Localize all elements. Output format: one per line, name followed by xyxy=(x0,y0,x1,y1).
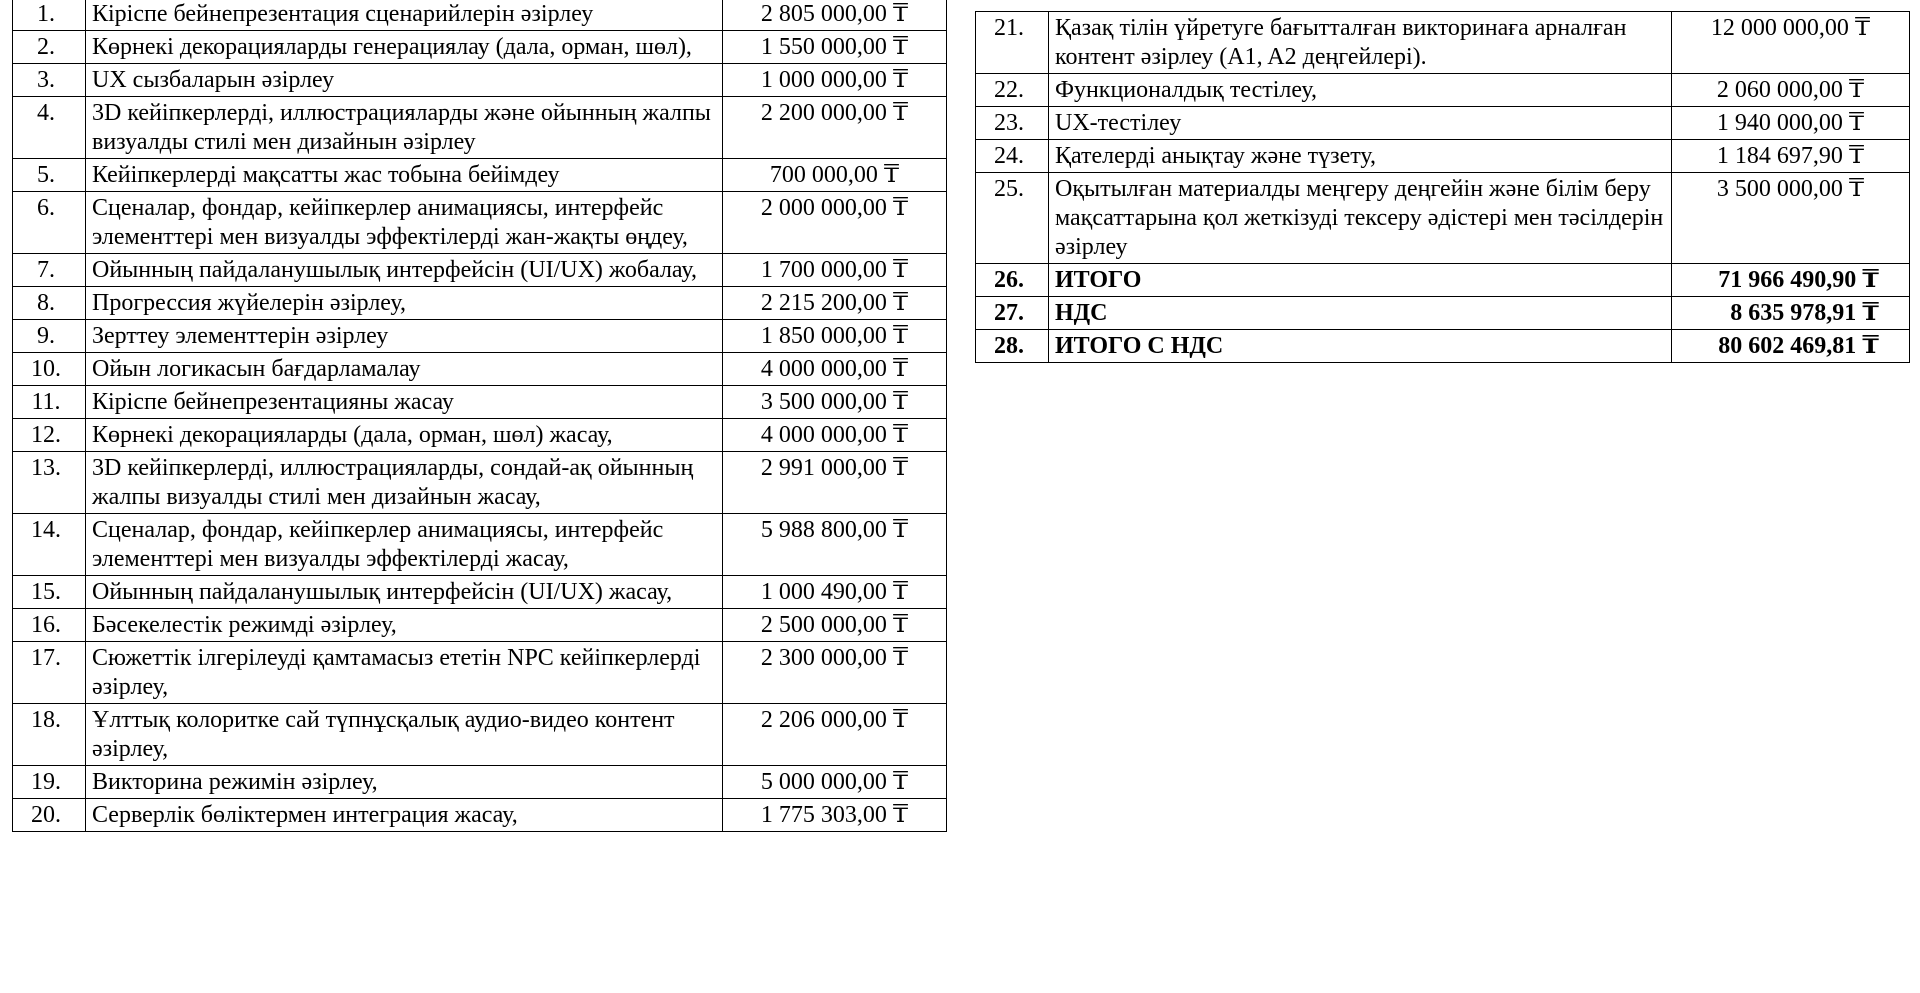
row-description: Зерттеу элементтерін әзірлеу xyxy=(86,320,723,353)
table-row xyxy=(13,287,947,320)
row-amount: 1 184 697,90 ₸ xyxy=(1672,140,1910,173)
table-row xyxy=(13,254,947,287)
row-description: Сюжеттік ілгерілеуді қамтамасыз ететін NPC кейіпкерлерді әзірлеу, xyxy=(86,642,723,704)
row-number: 14. xyxy=(13,514,86,576)
row-number: 12. xyxy=(13,419,86,452)
row-amount: 3 500 000,00 ₸ xyxy=(1672,173,1910,264)
table-row xyxy=(13,320,947,353)
row-amount: 2 500 000,00 ₸ xyxy=(723,609,947,642)
row-amount: 1 550 000,00 ₸ xyxy=(723,31,947,64)
row-description: Прогрессия жүйелерін әзірлеу, xyxy=(86,287,723,320)
row-description: Ойынның пайдаланушылық интерфейсін (UI/UX) жасау, xyxy=(86,576,723,609)
row-description: 3D кейіпкерлерді, иллюстрацияларды және ойынның жалпы визуалды стилі мен дизайнын әзірлеу xyxy=(86,97,723,159)
row-number: 26. xyxy=(976,264,1049,297)
table-row xyxy=(13,419,947,452)
row-amount: 2 805 000,00 ₸ xyxy=(723,0,947,31)
row-description: Кіріспе бейнепрезентацияны жасау xyxy=(86,386,723,419)
cost-table-left-body xyxy=(13,0,947,832)
row-amount: 80 602 469,81 ₸ xyxy=(1672,330,1910,363)
row-number: 3. xyxy=(13,64,86,97)
row-description: 3D кейіпкерлерді, иллюстрацияларды, сондай-ақ ойынның жалпы визуалды стилі мен дизайнын жасау, xyxy=(86,452,723,514)
row-description: Ойынның пайдаланушылық интерфейсін (UI/UX) жобалау, xyxy=(86,254,723,287)
row-description: НДС xyxy=(1049,297,1672,330)
row-description: Сценалар, фондар, кейіпкерлер анимациясы, интерфейс элементтері мен визуалды эффектілерді жан-жақты өңдеу, xyxy=(86,192,723,254)
row-number: 24. xyxy=(976,140,1049,173)
table-row xyxy=(13,353,947,386)
row-amount: 5 000 000,00 ₸ xyxy=(723,766,947,799)
table-row xyxy=(976,12,1910,74)
table-row xyxy=(13,452,947,514)
cost-table-left xyxy=(12,0,947,832)
row-number: 28. xyxy=(976,330,1049,363)
table-row xyxy=(13,704,947,766)
row-description: Викторина режимін әзірлеу, xyxy=(86,766,723,799)
row-number: 21. xyxy=(976,12,1049,74)
row-amount: 2 060 000,00 ₸ xyxy=(1672,74,1910,107)
table-row xyxy=(13,576,947,609)
row-amount: 2 206 000,00 ₸ xyxy=(723,704,947,766)
row-description: Кейіпкерлерді мақсатты жас тобына бейімдеу xyxy=(86,159,723,192)
table-row xyxy=(13,609,947,642)
row-number: 2. xyxy=(13,31,86,64)
table-row xyxy=(13,31,947,64)
row-description: Көрнекі декорацияларды генерациялау (дала, орман, шөл), xyxy=(86,31,723,64)
row-number: 8. xyxy=(13,287,86,320)
row-number: 19. xyxy=(13,766,86,799)
row-amount: 1 850 000,00 ₸ xyxy=(723,320,947,353)
row-number: 23. xyxy=(976,107,1049,140)
row-amount: 8 635 978,91 ₸ xyxy=(1672,297,1910,330)
row-number: 7. xyxy=(13,254,86,287)
row-description: Ойын логикасын бағдарламалау xyxy=(86,353,723,386)
row-amount: 1 000 000,00 ₸ xyxy=(723,64,947,97)
cost-table-right-body xyxy=(976,12,1910,363)
table-row xyxy=(13,386,947,419)
row-amount: 2 000 000,00 ₸ xyxy=(723,192,947,254)
row-amount: 1 700 000,00 ₸ xyxy=(723,254,947,287)
row-amount: 2 300 000,00 ₸ xyxy=(723,642,947,704)
row-description: Көрнекі декорацияларды (дала, орман, шөл) жасау, xyxy=(86,419,723,452)
row-description: Қазақ тілін үйретуге бағытталған викторинаға арналған контент әзірлеу (A1, A2 деңгейлері). xyxy=(1049,12,1672,74)
row-amount: 1 775 303,00 ₸ xyxy=(723,799,947,832)
row-description: Функционалдық тестілеу, xyxy=(1049,74,1672,107)
row-description: Серверлік бөліктермен интеграция жасау, xyxy=(86,799,723,832)
row-description: Оқытылған материалды меңгеру деңгейін және білім беру мақсаттарына қол жеткізуді тексеру әдістері мен тәсілдерін әзірлеу xyxy=(1049,173,1672,264)
row-amount: 2 215 200,00 ₸ xyxy=(723,287,947,320)
table-row xyxy=(13,0,947,31)
row-description: UX-тестілеу xyxy=(1049,107,1672,140)
row-number: 20. xyxy=(13,799,86,832)
row-number: 22. xyxy=(976,74,1049,107)
row-number: 18. xyxy=(13,704,86,766)
row-number: 13. xyxy=(13,452,86,514)
row-description: ИТОГО xyxy=(1049,264,1672,297)
row-description: ИТОГО С НДС xyxy=(1049,330,1672,363)
row-description: Кіріспе бейнепрезентация сценарийлерін әзірлеу xyxy=(86,0,723,31)
table-row xyxy=(13,97,947,159)
table-row xyxy=(13,64,947,97)
table-row xyxy=(13,766,947,799)
row-description: Қателерді анықтау және түзету, xyxy=(1049,140,1672,173)
total-row xyxy=(976,297,1910,330)
row-description: Ұлттық колоритке сай түпнұсқалық аудио-видео контент әзірлеу, xyxy=(86,704,723,766)
row-amount: 71 966 490,90 ₸ xyxy=(1672,264,1910,297)
row-number: 15. xyxy=(13,576,86,609)
row-description: Бәсекелестік режимді әзірлеу, xyxy=(86,609,723,642)
row-number: 9. xyxy=(13,320,86,353)
row-amount: 1 940 000,00 ₸ xyxy=(1672,107,1910,140)
row-amount: 12 000 000,00 ₸ xyxy=(1672,12,1910,74)
row-number: 17. xyxy=(13,642,86,704)
row-amount: 2 200 000,00 ₸ xyxy=(723,97,947,159)
cost-table-right xyxy=(975,11,1910,363)
row-amount: 4 000 000,00 ₸ xyxy=(723,353,947,386)
row-description: UX сызбаларын әзірлеу xyxy=(86,64,723,97)
row-description: Сценалар, фондар, кейіпкерлер анимациясы, интерфейс элементтері мен визуалды эффектілерді жасау, xyxy=(86,514,723,576)
table-row xyxy=(13,159,947,192)
row-amount: 2 991 000,00 ₸ xyxy=(723,452,947,514)
total-row xyxy=(976,264,1910,297)
table-row xyxy=(13,799,947,832)
row-number: 25. xyxy=(976,173,1049,264)
row-amount: 3 500 000,00 ₸ xyxy=(723,386,947,419)
row-number: 4. xyxy=(13,97,86,159)
table-row xyxy=(13,642,947,704)
row-number: 16. xyxy=(13,609,86,642)
row-number: 6. xyxy=(13,192,86,254)
row-amount: 700 000,00 ₸ xyxy=(723,159,947,192)
row-amount: 1 000 490,00 ₸ xyxy=(723,576,947,609)
row-number: 10. xyxy=(13,353,86,386)
table-row xyxy=(976,74,1910,107)
row-amount: 5 988 800,00 ₸ xyxy=(723,514,947,576)
row-number: 5. xyxy=(13,159,86,192)
table-row xyxy=(976,140,1910,173)
row-number: 1. xyxy=(13,0,86,31)
table-row xyxy=(13,514,947,576)
row-number: 11. xyxy=(13,386,86,419)
table-row xyxy=(976,107,1910,140)
table-row xyxy=(976,173,1910,264)
table-row xyxy=(13,192,947,254)
row-amount: 4 000 000,00 ₸ xyxy=(723,419,947,452)
row-number: 27. xyxy=(976,297,1049,330)
total-row xyxy=(976,330,1910,363)
